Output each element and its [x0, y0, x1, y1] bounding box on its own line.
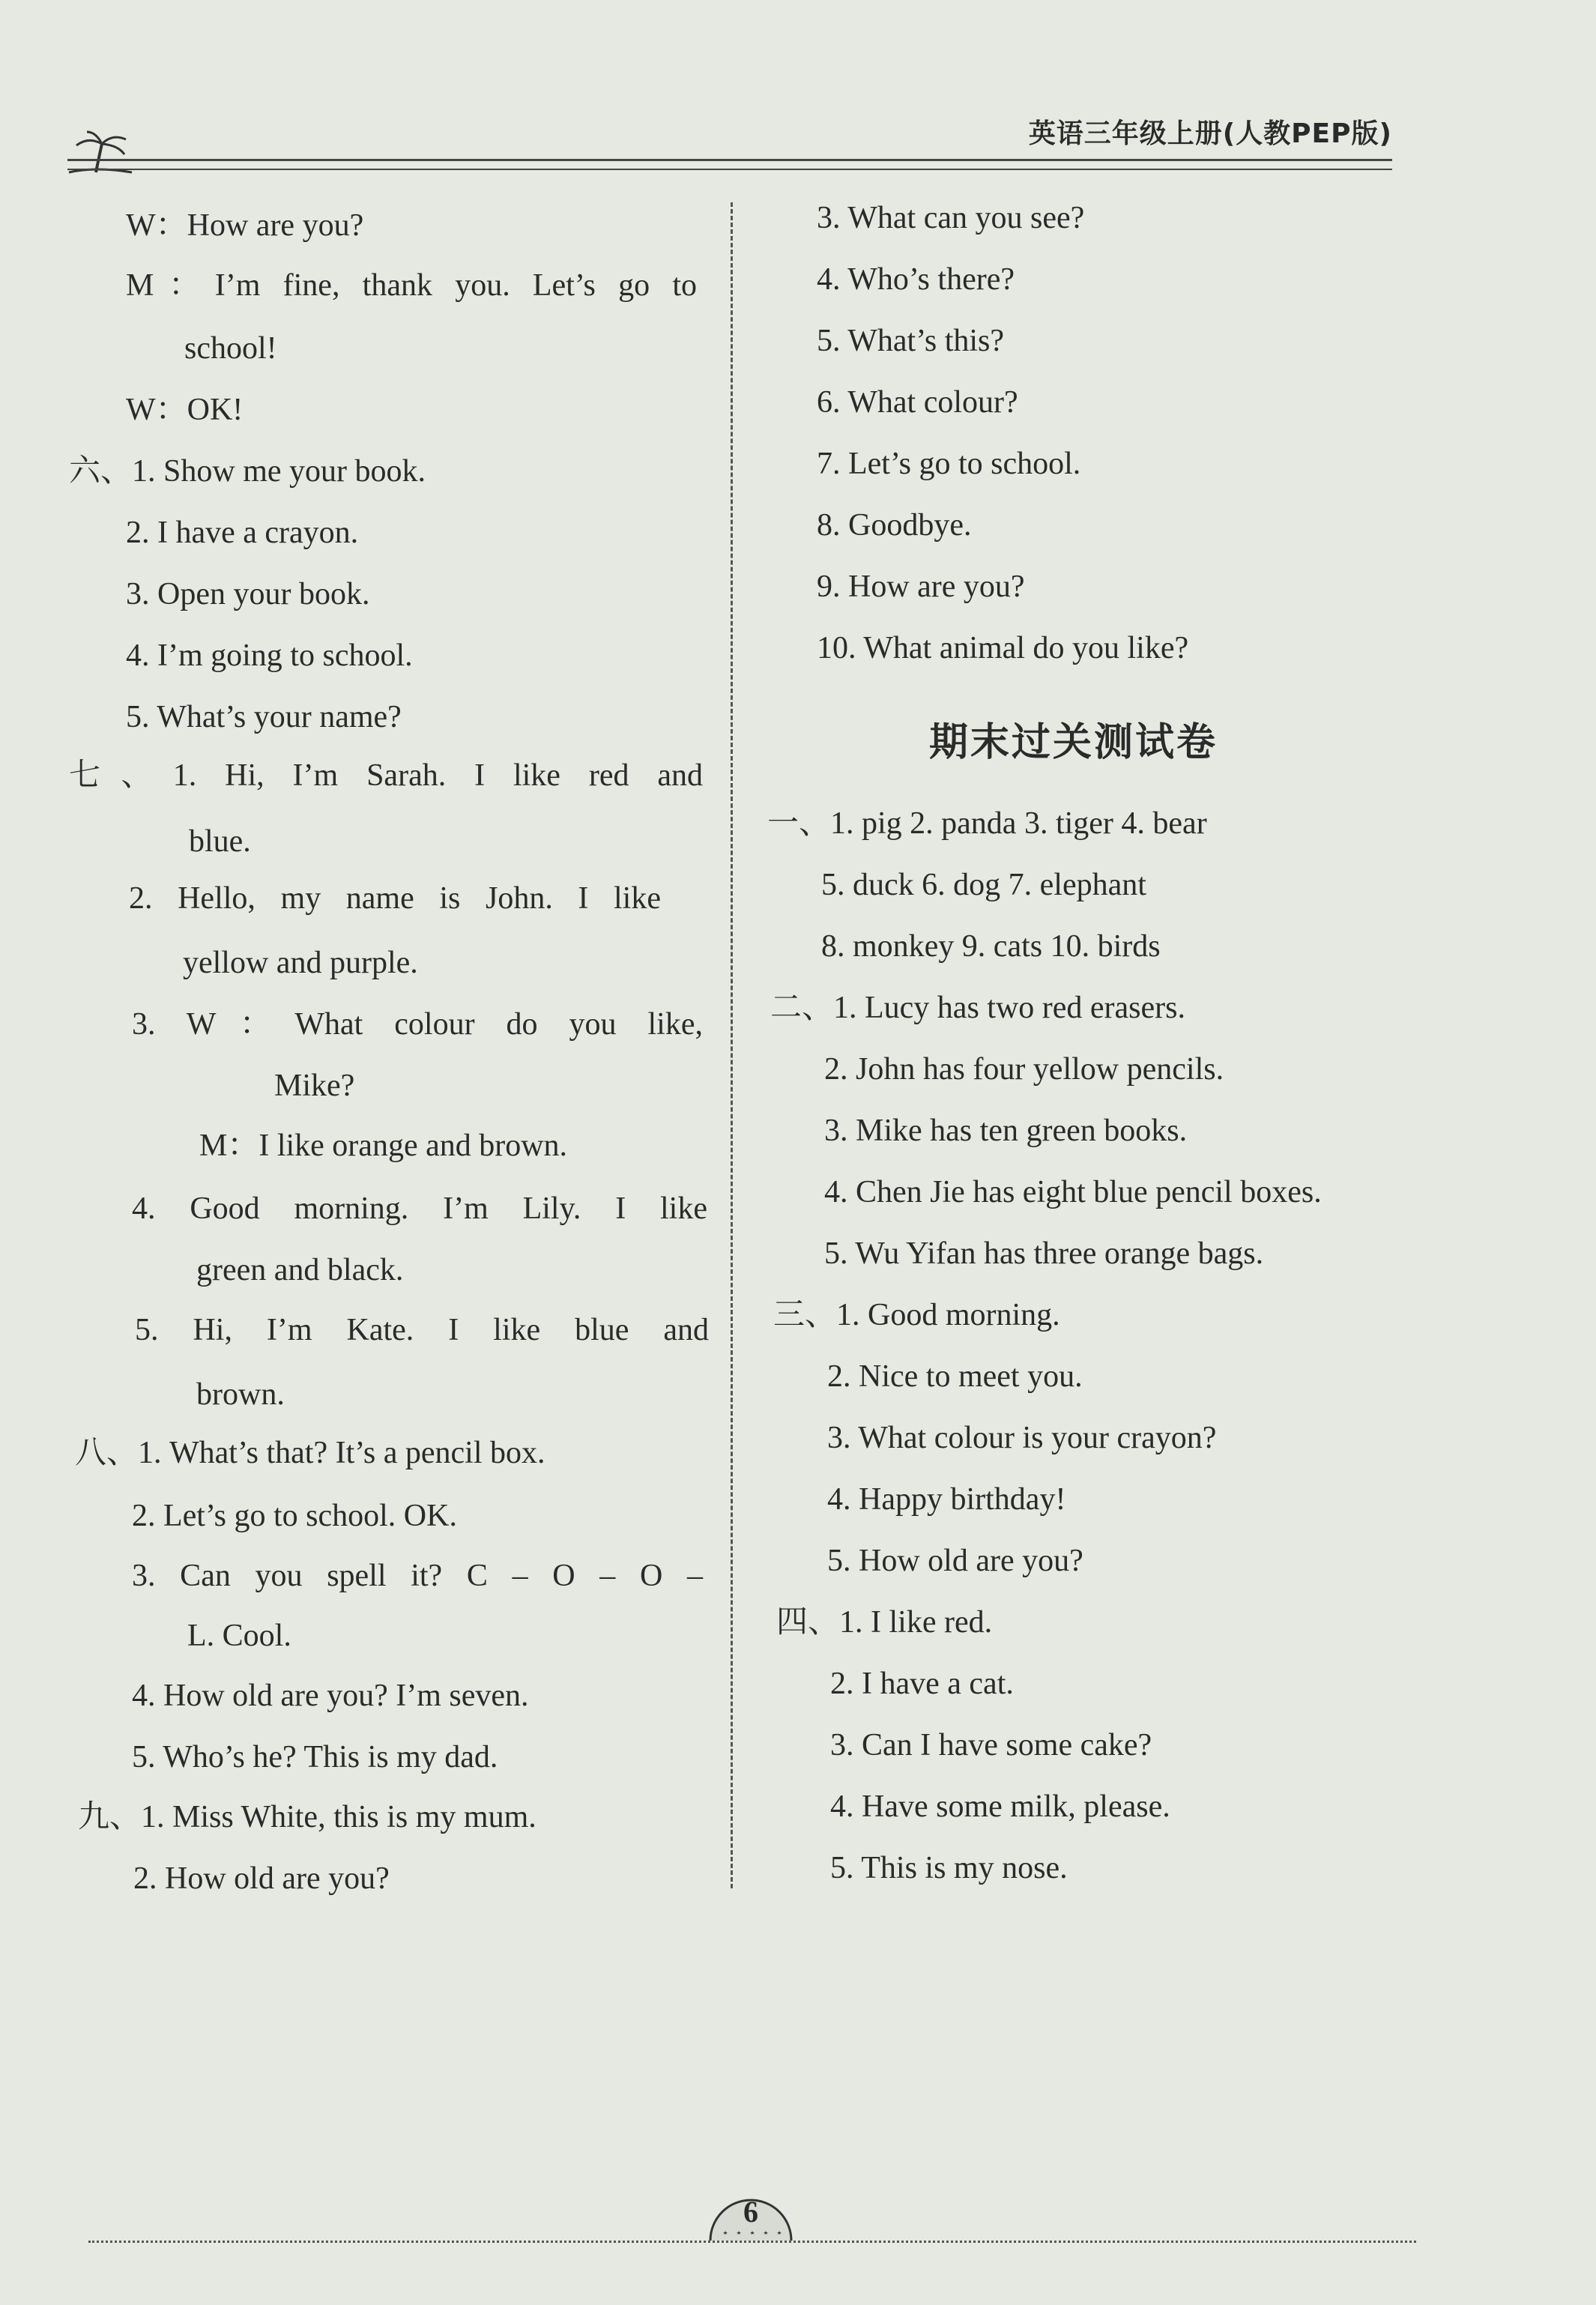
answer-line: 6. What colour? [817, 385, 1018, 420]
answer-line: 二、1. Lucy has two red erasers. [770, 991, 1185, 1025]
answer-line: 5. How old are you? [827, 1544, 1083, 1578]
answer-line: school! [184, 331, 277, 366]
answer-line: 3. What can you see? [817, 201, 1085, 235]
answer-line: 4. Chen Jie has eight blue pencil boxes. [824, 1175, 1322, 1209]
answer-line: 4. Happy birthday! [827, 1482, 1066, 1517]
answer-line: 2. Hello, my name is John. I like [129, 881, 661, 916]
answer-line: 六、1. Show me your book. [69, 454, 426, 489]
answer-line: 5. Who’s he? This is my dad. [132, 1740, 498, 1774]
answer-line: 3. Can I have some cake? [830, 1728, 1152, 1762]
answer-line: 4. How old are you? I’m seven. [132, 1679, 529, 1713]
answer-line: 2. John has four yellow pencils. [824, 1052, 1224, 1087]
answer-line: 一、1. pig 2. panda 3. tiger 4. bear [767, 806, 1207, 841]
answer-line: M：I like orange and brown. [199, 1129, 568, 1163]
answer-line: 5. This is my nose. [830, 1851, 1068, 1885]
answer-line: 九、1. Miss White, this is my mum. [78, 1800, 536, 1834]
answer-line: 2. Let’s go to school. OK. [132, 1499, 457, 1533]
answer-line: 5. duck 6. dog 7. elephant [821, 868, 1146, 902]
answer-line: 2. I have a cat. [830, 1667, 1014, 1701]
answer-line: 3. What colour is your crayon? [827, 1421, 1217, 1455]
answer-line: 5. What’s your name? [126, 700, 402, 734]
answer-line: 四、1. I like red. [776, 1605, 993, 1640]
answer-line: 3. Mike has ten green books. [824, 1114, 1188, 1148]
answer-line: brown. [196, 1377, 285, 1412]
answer-line: 4. Who’s there? [817, 262, 1015, 297]
answer-line: W：How are you? [126, 208, 364, 243]
answer-line: 10. What animal do you like? [817, 631, 1189, 665]
answer-line: M：I’m fine, thank you. Let’s go to [126, 268, 697, 303]
answer-line: 4. Good morning. I’m Lily. I like [132, 1191, 707, 1226]
answer-line: 5. What’s this? [817, 324, 1005, 358]
answer-line: yellow and purple. [183, 946, 418, 980]
answer-line: 5. Hi, I’m Kate. I like blue and [135, 1313, 709, 1347]
answer-line: 4. Have some milk, please. [830, 1789, 1170, 1824]
answer-line: 4. I’m going to school. [126, 638, 413, 673]
answer-line: 2. Nice to meet you. [827, 1359, 1083, 1394]
answer-line: 七、1. Hi, I’m Sarah. I like red and [69, 758, 703, 793]
answer-line: 八、1. What’s that? It’s a pencil box. [75, 1436, 545, 1470]
answer-line: Mike? [274, 1069, 355, 1103]
book-title: 英语三年级上册(人教PEP版) [1028, 118, 1392, 149]
page-number-badge [706, 2196, 796, 2242]
answer-line: 三、1. Good morning. [773, 1298, 1060, 1332]
answer-line: W：OK! [126, 393, 244, 427]
answer-line: 3. Open your book. [126, 577, 370, 611]
answer-line: 3. W：What colour do you like, [132, 1007, 703, 1042]
answer-line: 5. Wu Yifan has three orange bags. [824, 1236, 1264, 1271]
section-title: 期末过关测试卷 [929, 720, 1218, 765]
answer-line: 7. Let’s go to school. [817, 447, 1081, 481]
answer-line: 2. I have a crayon. [126, 516, 359, 550]
answer-line: green and black. [196, 1253, 404, 1287]
answer-line: 3. Can you spell it? C – O – O – [132, 1559, 703, 1593]
answer-line: L. Cool. [187, 1619, 291, 1653]
answer-line: blue. [189, 824, 251, 859]
page-number: 6 [743, 2195, 758, 2229]
answer-line: 2. How old are you? [133, 1861, 390, 1896]
answer-line: 9. How are you? [817, 570, 1025, 604]
answer-line: 8. Goodbye. [817, 508, 972, 543]
answer-line: 8. monkey 9. cats 10. birds [821, 929, 1161, 964]
